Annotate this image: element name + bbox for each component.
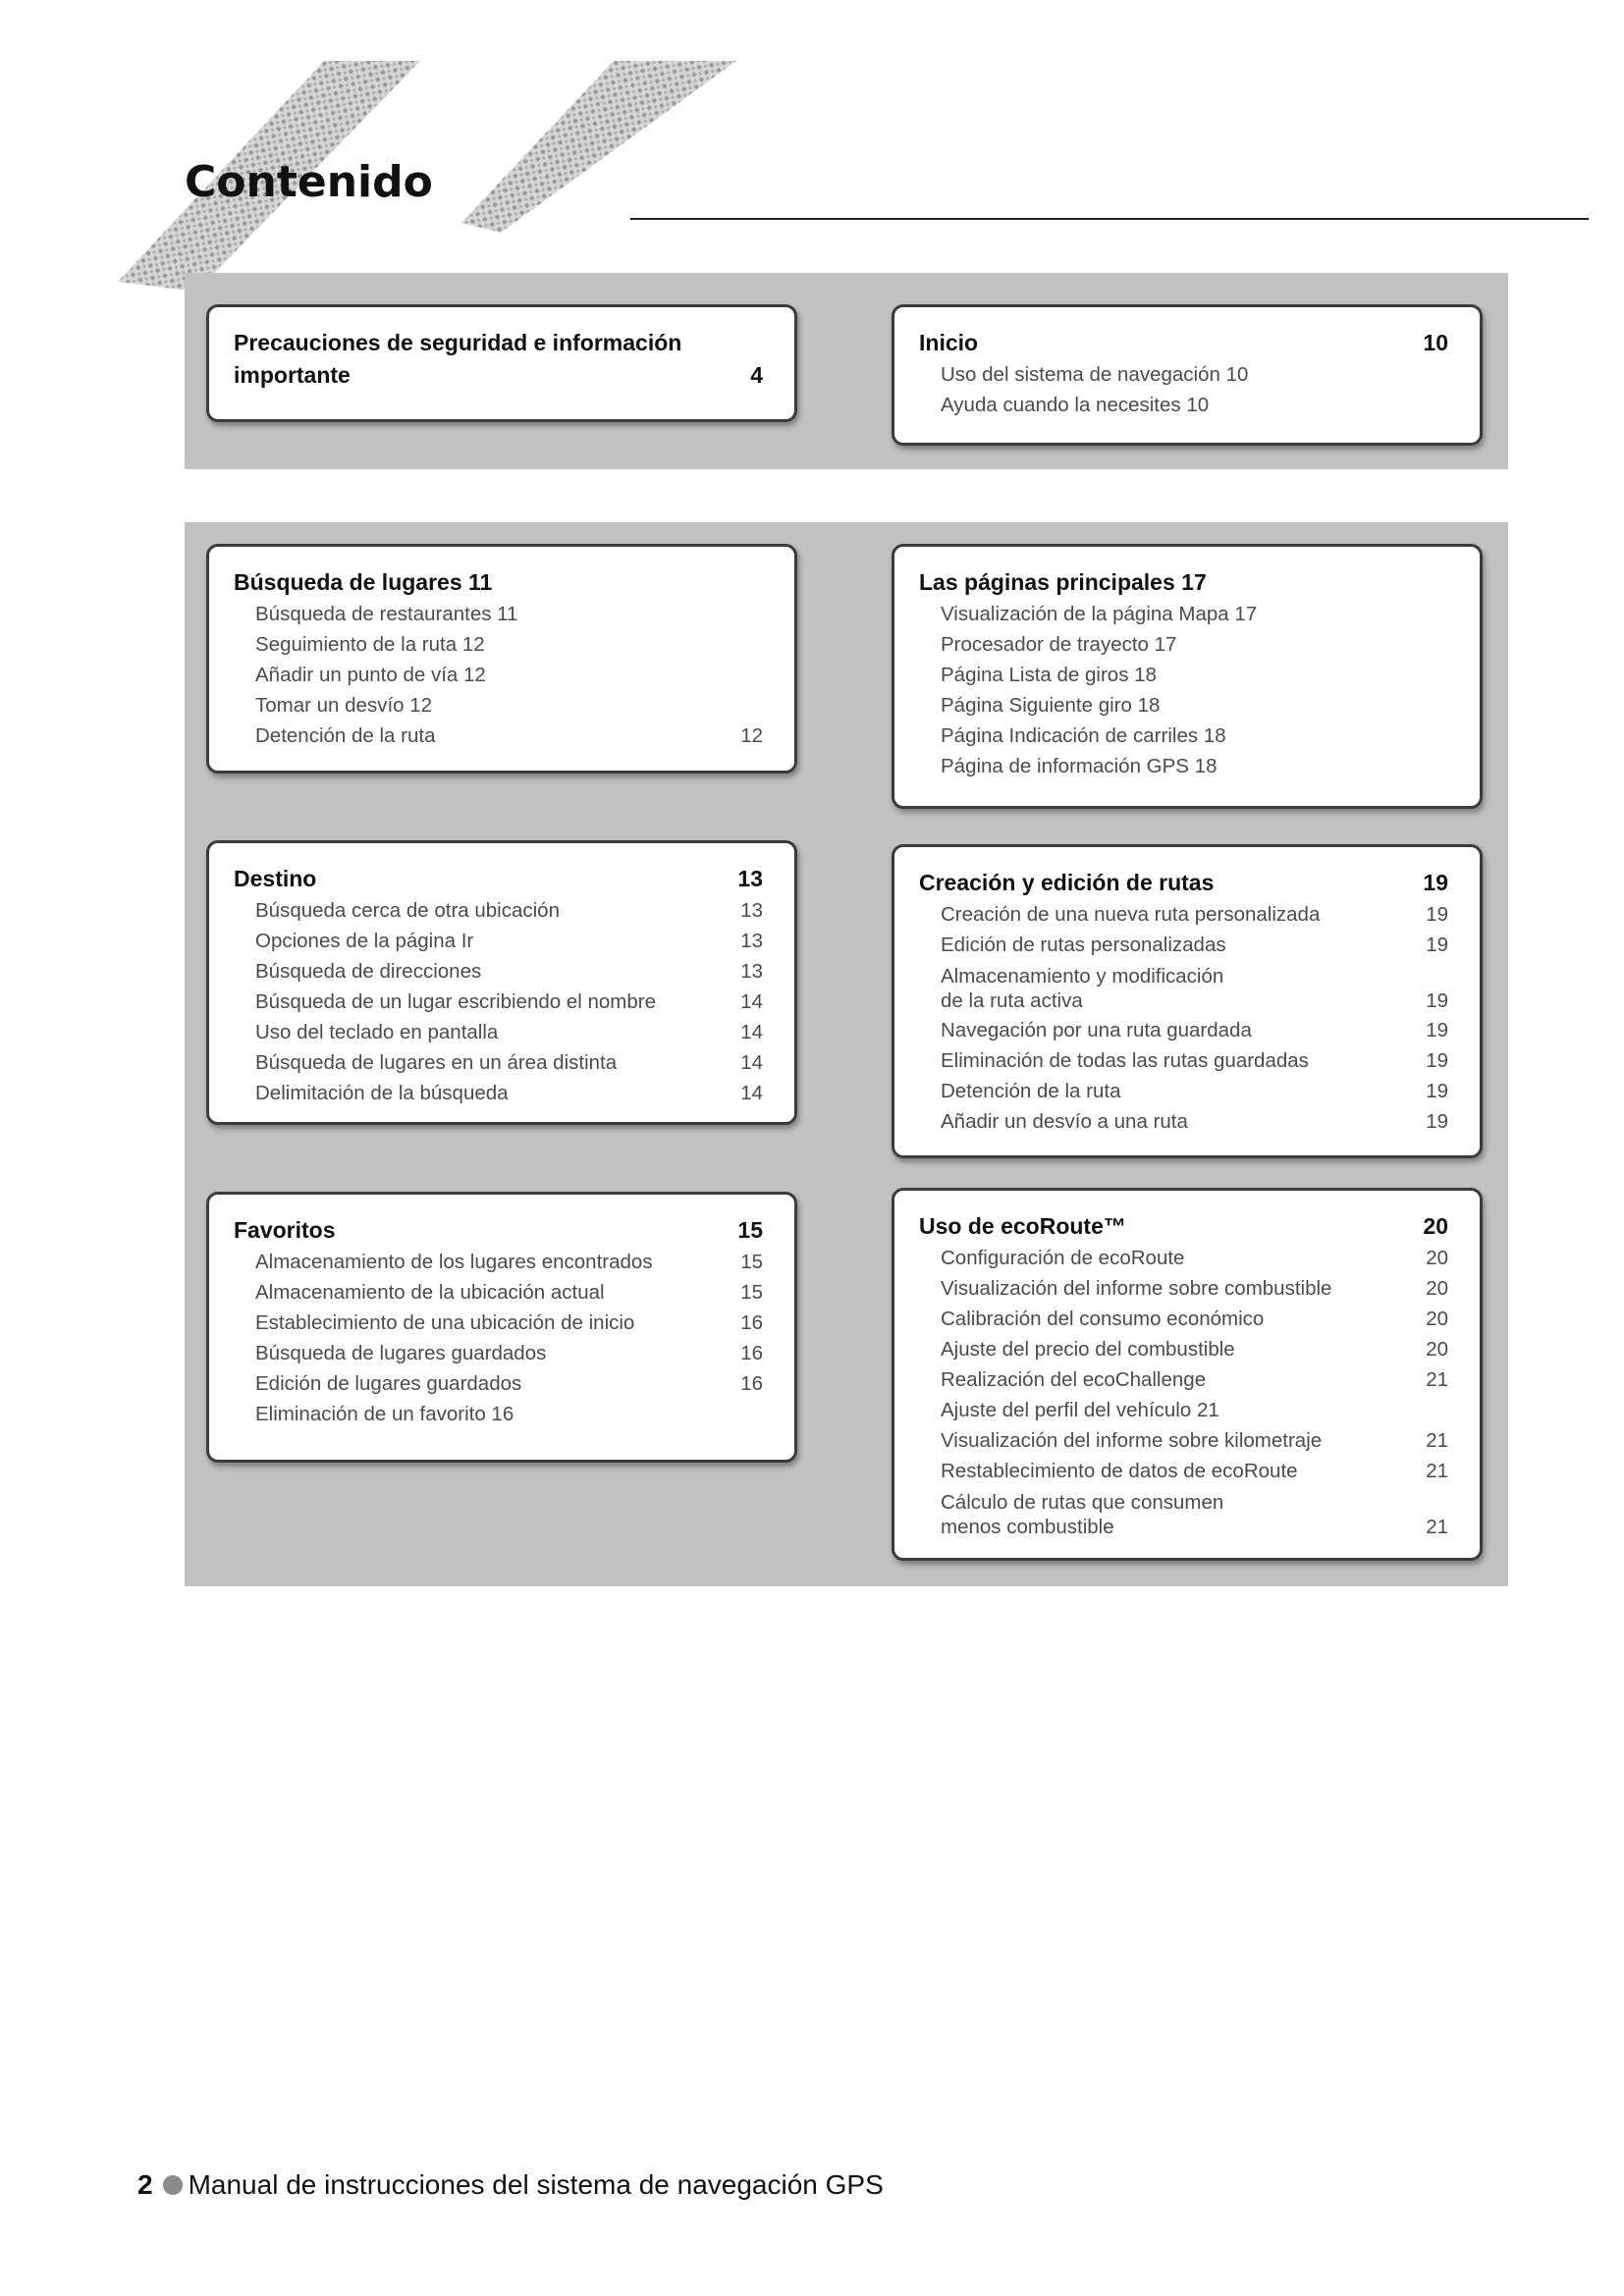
toc-section-ecoroute [892,1188,1483,1561]
section-title: Uso de ecoRoute™ [919,1213,1126,1239]
section-title: Destino [234,866,317,891]
footer-title: Manual de instrucciones del sistema de navegación GPS [188,2169,884,2200]
toc-item [919,1456,1448,1486]
item-title: Almacenamiento de los lugares encontrados [255,1251,653,1273]
toc-section-rutas [892,844,1483,1158]
item-page: 14 [740,1051,763,1074]
toc-section-busqueda [206,544,797,774]
section-items [234,599,763,751]
section-items [919,599,1448,781]
toc-section-destino [206,840,797,1125]
item-page: 14 [740,1021,763,1043]
item-title: Página Siguiente giro 18 [941,694,1161,717]
item-title: Visualización de la página Mapa 17 [941,603,1258,625]
item-page: 19 [1426,1110,1448,1133]
toc-item [234,599,763,629]
toc-section-paginas [892,544,1483,809]
toc-item [919,1364,1448,1395]
item-title: Creación de una nueva ruta personalizada [941,903,1321,926]
item-title: Uso del teclado en pantalla [255,1021,499,1043]
item-title: Calibración del consumo económico [941,1308,1265,1330]
bullet-icon [163,2175,183,2195]
section-page: 10 [1423,330,1448,355]
toc-item [234,1277,763,1308]
section-title: Inicio [919,330,979,355]
item-title: Ajuste del precio del combustible [941,1338,1235,1361]
toc-item [234,987,763,1017]
section-page: 15 [737,1217,763,1243]
section-items [919,1243,1448,1541]
item-title: Establecimiento de una ubicación de inicio [255,1311,635,1334]
item-title: Añadir un punto de vía 12 [255,664,486,686]
section-items [919,899,1448,1137]
toc-item [234,1047,763,1078]
section-items [919,359,1448,420]
item-page: 20 [1426,1338,1448,1361]
item-title: Edición de lugares guardados [255,1372,522,1395]
item-page: 21 [1426,1368,1448,1391]
toc-item [919,751,1448,781]
item-page: 20 [1426,1247,1448,1269]
toc-item [919,690,1448,721]
page-footer [137,2169,884,2201]
item-page: 13 [740,930,763,952]
toc-item [919,1106,1448,1137]
toc-item [234,895,763,926]
toc-item [919,1273,1448,1304]
toc-section-precauciones [206,304,797,422]
title-rule [630,218,1589,220]
item-title: Edición de rutas personalizadas [941,934,1226,956]
item-page: 19 [1426,1049,1448,1072]
item-page: 21 [1426,1429,1448,1452]
item-page: 19 [1426,1080,1448,1102]
toc-item [919,1015,1448,1045]
toc-item [919,660,1448,690]
toc-item [919,1076,1448,1106]
item-title: Página de información GPS 18 [941,755,1218,777]
item-page: 13 [740,960,763,983]
item-title: Opciones de la página Ir [255,930,474,952]
tire-track-right [461,61,736,233]
item-page: 16 [740,1372,763,1395]
item-title: Realización del ecoChallenge [941,1368,1207,1391]
section-items [234,1247,763,1429]
section-title: Creación y edición de rutas [919,870,1215,895]
toc-item [919,1486,1448,1541]
item-page: 15 [740,1251,763,1273]
toc-item [234,926,763,956]
toc-item [919,1425,1448,1456]
toc-item [234,721,763,751]
section-heading [919,1210,1448,1243]
item-title: Seguimiento de la ruta 12 [255,633,485,656]
item-page: 15 [740,1281,763,1304]
item-title: Uso del sistema de navegación 10 [941,363,1249,386]
item-page: 16 [740,1342,763,1364]
item-page: 20 [1426,1277,1448,1300]
item-page: 14 [740,990,763,1013]
section-heading [919,327,1448,359]
item-page: 19 [1426,1019,1448,1041]
toc-item [234,690,763,721]
toc-section-inicio [892,304,1483,446]
section-items [234,895,763,1108]
toc-item [919,359,1448,390]
toc-item [919,960,1448,1015]
toc-item [919,629,1448,660]
section-page: 20 [1423,1213,1448,1239]
section-heading [234,327,763,392]
item-title: Eliminación de un favorito 16 [255,1403,514,1425]
toc-item [919,1243,1448,1273]
item-page: 12 [740,724,763,747]
section-title: Las páginas principales 17 [919,569,1207,595]
toc-item [234,1308,763,1338]
item-title: Búsqueda de un lugar escribiendo el nombre [255,990,656,1013]
toc-item [919,1395,1448,1425]
item-title: Procesador de trayecto 17 [941,633,1177,656]
item-title: Búsqueda cerca de otra ubicación [255,899,560,922]
item-title: Ajuste del perfil del vehículo 21 [941,1399,1219,1421]
section-heading [919,867,1448,899]
toc-item [234,629,763,660]
item-page: 16 [740,1311,763,1334]
page-title: Contenido [185,157,433,207]
item-page: 14 [740,1082,763,1104]
section-page: 19 [1423,870,1448,895]
item-page: 19 [1426,989,1448,1012]
item-title: Búsqueda de direcciones [255,960,482,983]
item-title: Búsqueda de lugares guardados [255,1342,547,1364]
toc-item [234,1399,763,1429]
item-title: Detención de la ruta [255,724,436,747]
item-title: Restablecimiento de datos de ecoRoute [941,1460,1298,1482]
toc-item [919,1334,1448,1364]
item-page: 19 [1426,903,1448,926]
item-title: Tomar un desvío 12 [255,694,433,717]
section-heading [234,566,763,599]
toc-item [234,956,763,987]
section-heading [234,1214,763,1247]
item-page: 19 [1426,934,1448,956]
toc-item [234,1247,763,1277]
item-title: Página Indicación de carriles 18 [941,724,1226,747]
item-title: Página Lista de giros 18 [941,664,1157,686]
toc-item [919,930,1448,960]
section-page: 13 [737,866,763,891]
page-number: 2 [137,2169,153,2200]
item-title: Delimitación de la búsqueda [255,1082,509,1104]
toc-section-favoritos [206,1192,797,1463]
toc-item [234,1338,763,1368]
toc-item [234,1368,763,1399]
section-title: Favoritos [234,1217,336,1243]
item-title: Búsqueda de lugares en un área distinta [255,1051,618,1074]
item-title: Navegación por una ruta guardada [941,1019,1252,1041]
toc-item [919,899,1448,930]
toc-item [919,1045,1448,1076]
toc-item [919,1304,1448,1334]
item-title: Cálculo de rutas que consumen menos combustible [941,1491,1224,1538]
item-title: Ayuda cuando la necesites 10 [941,394,1210,416]
item-title: Detención de la ruta [941,1080,1121,1102]
item-title: Búsqueda de restaurantes 11 [255,603,518,625]
toc-item [234,1017,763,1047]
toc-item [234,660,763,690]
item-page: 21 [1426,1460,1448,1482]
section-heading [234,863,763,895]
toc-item [919,599,1448,629]
item-title: Almacenamiento y modificación de la ruta activa [941,965,1224,1012]
section-page: 4 [750,362,763,388]
item-title: Eliminación de todas las rutas guardadas [941,1049,1309,1072]
section-heading [919,566,1448,599]
item-title: Almacenamiento de la ubicación actual [255,1281,605,1304]
item-title: Visualización del informe sobre kilometraje [941,1429,1323,1452]
section-title: Búsqueda de lugares 11 [234,569,493,595]
section-title: Precauciones de seguridad e información importante [234,330,682,388]
item-page: 21 [1426,1516,1448,1538]
item-page: 20 [1426,1308,1448,1330]
item-title: Configuración de ecoRoute [941,1247,1185,1269]
toc-item [919,721,1448,751]
toc-item [234,1078,763,1108]
toc-item [919,390,1448,420]
item-page: 13 [740,899,763,922]
item-title: Añadir un desvío a una ruta [941,1110,1188,1133]
item-title: Visualización del informe sobre combustible [941,1277,1332,1300]
